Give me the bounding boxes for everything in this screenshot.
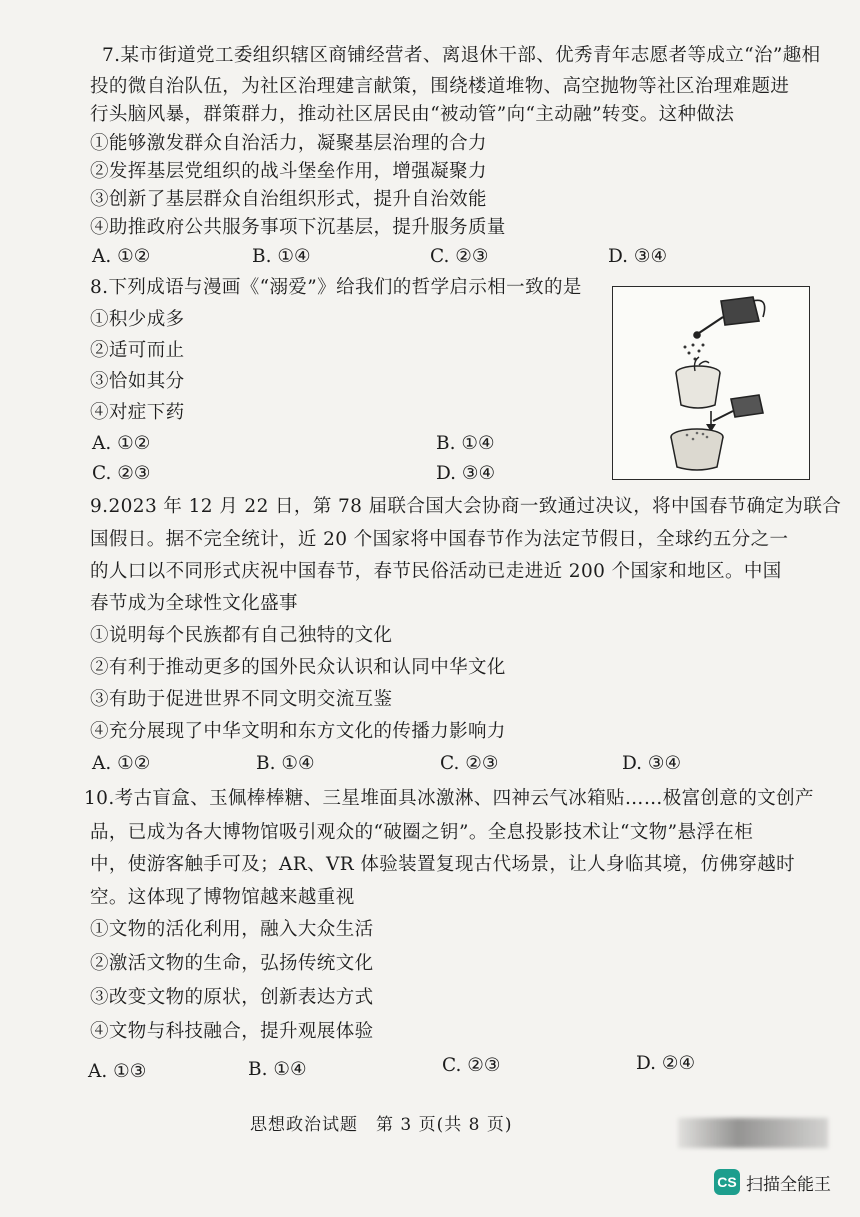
q9-item-4: ④充分展现了中华文明和东方文化的传播力影响力 bbox=[90, 721, 506, 742]
q9-stem-line-4: 春节成为全球性文化盛事 bbox=[90, 593, 298, 614]
q10-option-b: B. ①④ bbox=[248, 1059, 307, 1080]
q7-item-1: ①能够激发群众自治活力，凝聚基层治理的合力 bbox=[90, 133, 487, 154]
q7-stem-line-1: 7.某市街道党工委组织辖区商铺经营者、离退休干部、优秀青年志愿者等成立“治”趣相 bbox=[102, 45, 821, 66]
q7-item-2: ②发挥基层党组织的战斗堡垒作用，增强凝聚力 bbox=[90, 161, 487, 182]
q8-item-2: ②适可而止 bbox=[90, 340, 185, 361]
q8-option-b: B. ①④ bbox=[436, 433, 495, 454]
q10-stem-line-2: 品，已成为各大博物馆吸引观众的“破圈之钥”。全息投影技术让“文物”悬浮在柜 bbox=[90, 822, 754, 843]
q10-stem-line-3: 中，使游客触手可及；AR、VR 体验装置复现古代场景，让人身临其境，仿佛穿越时 bbox=[90, 854, 796, 875]
q9-option-c: C. ②③ bbox=[440, 753, 499, 774]
q8-option-c: C. ②③ bbox=[92, 463, 151, 484]
q8-stem: 8.下列成语与漫画《“溺爱”》给我们的哲学启示相一致的是 bbox=[90, 277, 582, 298]
q7-option-c: C. ②③ bbox=[430, 246, 489, 267]
scanner-watermark bbox=[714, 1169, 831, 1195]
q8-item-3: ③恰如其分 bbox=[90, 371, 185, 392]
q10-item-1: ①文物的活化利用，融入大众生活 bbox=[90, 919, 374, 940]
q10-item-2: ②激活文物的生命，弘扬传统文化 bbox=[90, 953, 374, 974]
q10-option-a: A. ①③ bbox=[88, 1061, 147, 1082]
q9-option-d: D. ③④ bbox=[622, 753, 682, 774]
q10-stem-line-4: 空。这体现了博物馆越来越重视 bbox=[90, 887, 355, 908]
scanner-app-name: 扫描全能王 bbox=[746, 1174, 831, 1195]
q7-stem-line-3: 行头脑风暴，群策群力，推动社区居民由“被动管”向“主动融”转变。这种做法 bbox=[90, 104, 735, 125]
q8-item-4: ④对症下药 bbox=[90, 402, 185, 423]
page-footer: 思想政治试题 第 3 页(共 8 页) bbox=[250, 1115, 513, 1135]
q8-option-d: D. ③④ bbox=[436, 463, 496, 484]
q7-option-a: A. ①② bbox=[92, 246, 151, 267]
camscanner-logo-icon: CS bbox=[714, 1169, 740, 1195]
q8-option-a: A. ①② bbox=[92, 433, 151, 454]
q9-item-3: ③有助于促进世界不同文明交流互鉴 bbox=[90, 689, 393, 710]
q10-option-d: D. ②④ bbox=[636, 1053, 696, 1074]
cartoon-spoiling-illustration bbox=[612, 286, 810, 480]
q10-item-3: ③改变文物的原状，创新表达方式 bbox=[90, 987, 374, 1008]
q10-stem-line-1: 10.考古盲盒、玉佩棒棒糖、三星堆面具冰激淋、四神云气冰箱贴……极富创意的文创产 bbox=[84, 788, 814, 809]
q9-stem-line-1: 9.2023 年 12 月 22 日，第 78 届联合国大会协商一致通过决议，将中国春节确定为联合 bbox=[90, 496, 842, 517]
watering-can-cartoon-icon bbox=[613, 287, 809, 479]
q9-stem-line-2: 国假日。据不完全统计，近 20 个国家将中国春节作为法定节假日，全球约五分之一 bbox=[90, 529, 789, 550]
q7-stem-line-2: 投的微自治队伍，为社区治理建言献策，围绕楼道堆物、高空抛物等社区治理难题进 bbox=[90, 76, 790, 97]
q9-item-1: ①说明每个民族都有自己独特的文化 bbox=[90, 625, 393, 646]
q7-option-d: D. ③④ bbox=[608, 246, 668, 267]
q7-item-3: ③创新了基层群众自治组织形式，提升自治效能 bbox=[90, 189, 487, 210]
q9-item-2: ②有利于推动更多的国外民众认识和认同中华文化 bbox=[90, 657, 506, 678]
scan-smudge bbox=[678, 1118, 828, 1148]
q7-option-b: B. ①④ bbox=[252, 246, 311, 267]
q9-option-a: A. ①② bbox=[92, 753, 151, 774]
q9-stem-line-3: 的人口以不同形式庆祝中国春节，春节民俗活动已走进近 200 个国家和地区。中国 bbox=[90, 561, 782, 582]
q10-item-4: ④文物与科技融合，提升观展体验 bbox=[90, 1021, 374, 1042]
q8-item-1: ①积少成多 bbox=[90, 309, 185, 330]
q9-option-b: B. ①④ bbox=[256, 753, 315, 774]
q7-item-4: ④助推政府公共服务事项下沉基层，提升服务质量 bbox=[90, 217, 506, 238]
q10-option-c: C. ②③ bbox=[442, 1055, 501, 1076]
